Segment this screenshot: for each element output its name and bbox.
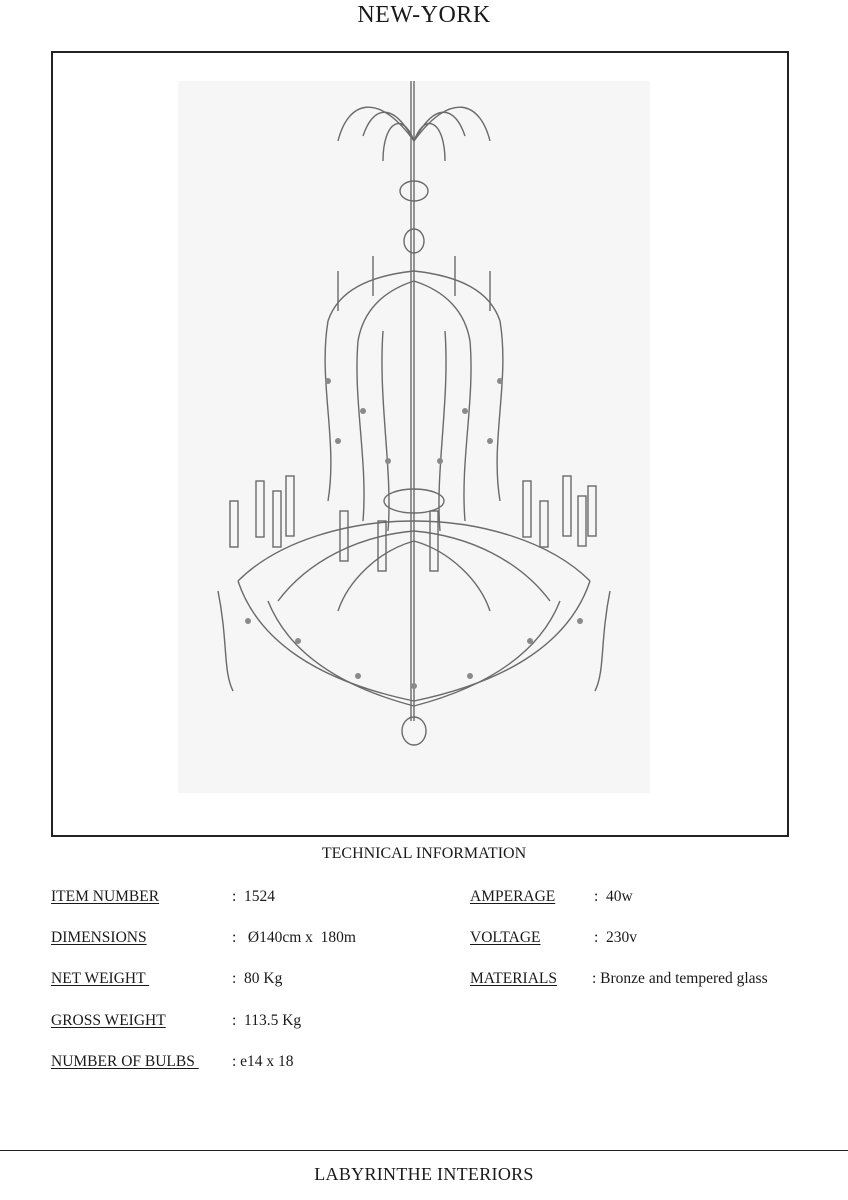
spec-label-number-of-bulbs: NUMBER OF BULBS (51, 1053, 199, 1070)
spec-value-materials: : Bronze and tempered glass (592, 970, 768, 987)
technical-information-heading: TECHNICAL INFORMATION (321, 845, 527, 862)
spec-value-net-weight: : 80 Kg (232, 970, 283, 987)
spec-label-voltage: VOLTAGE (470, 929, 541, 946)
product-photo (178, 81, 650, 793)
spec-value-item-number: : 1524 (232, 888, 276, 905)
spec-value-gross-weight: : 113.5 Kg (232, 1012, 302, 1029)
spec-value-number-of-bulbs: : e14 x 18 (232, 1053, 294, 1070)
spec-label-dimensions: DIMENSIONS (51, 929, 147, 946)
spec-label-amperage: AMPERAGE (470, 888, 556, 905)
spec-label-net-weight: NET WEIGHT (51, 970, 150, 987)
spec-label-item-number: ITEM NUMBER (51, 888, 160, 905)
product-title: NEW-YORK (357, 2, 491, 28)
spec-label-materials: MATERIALS (470, 970, 557, 987)
footer-company-name: LABYRINTHE INTERIORS (314, 1164, 534, 1184)
spec-value-dimensions: : Ø140cm x 180m (232, 929, 356, 946)
product-photo-frame (51, 51, 789, 837)
spec-value-voltage: : 230v (594, 929, 638, 946)
footer-divider (0, 1150, 848, 1151)
chandelier-illustration (178, 81, 650, 793)
spec-value-amperage: : 40w (594, 888, 633, 905)
spec-label-gross-weight: GROSS WEIGHT (51, 1012, 166, 1029)
